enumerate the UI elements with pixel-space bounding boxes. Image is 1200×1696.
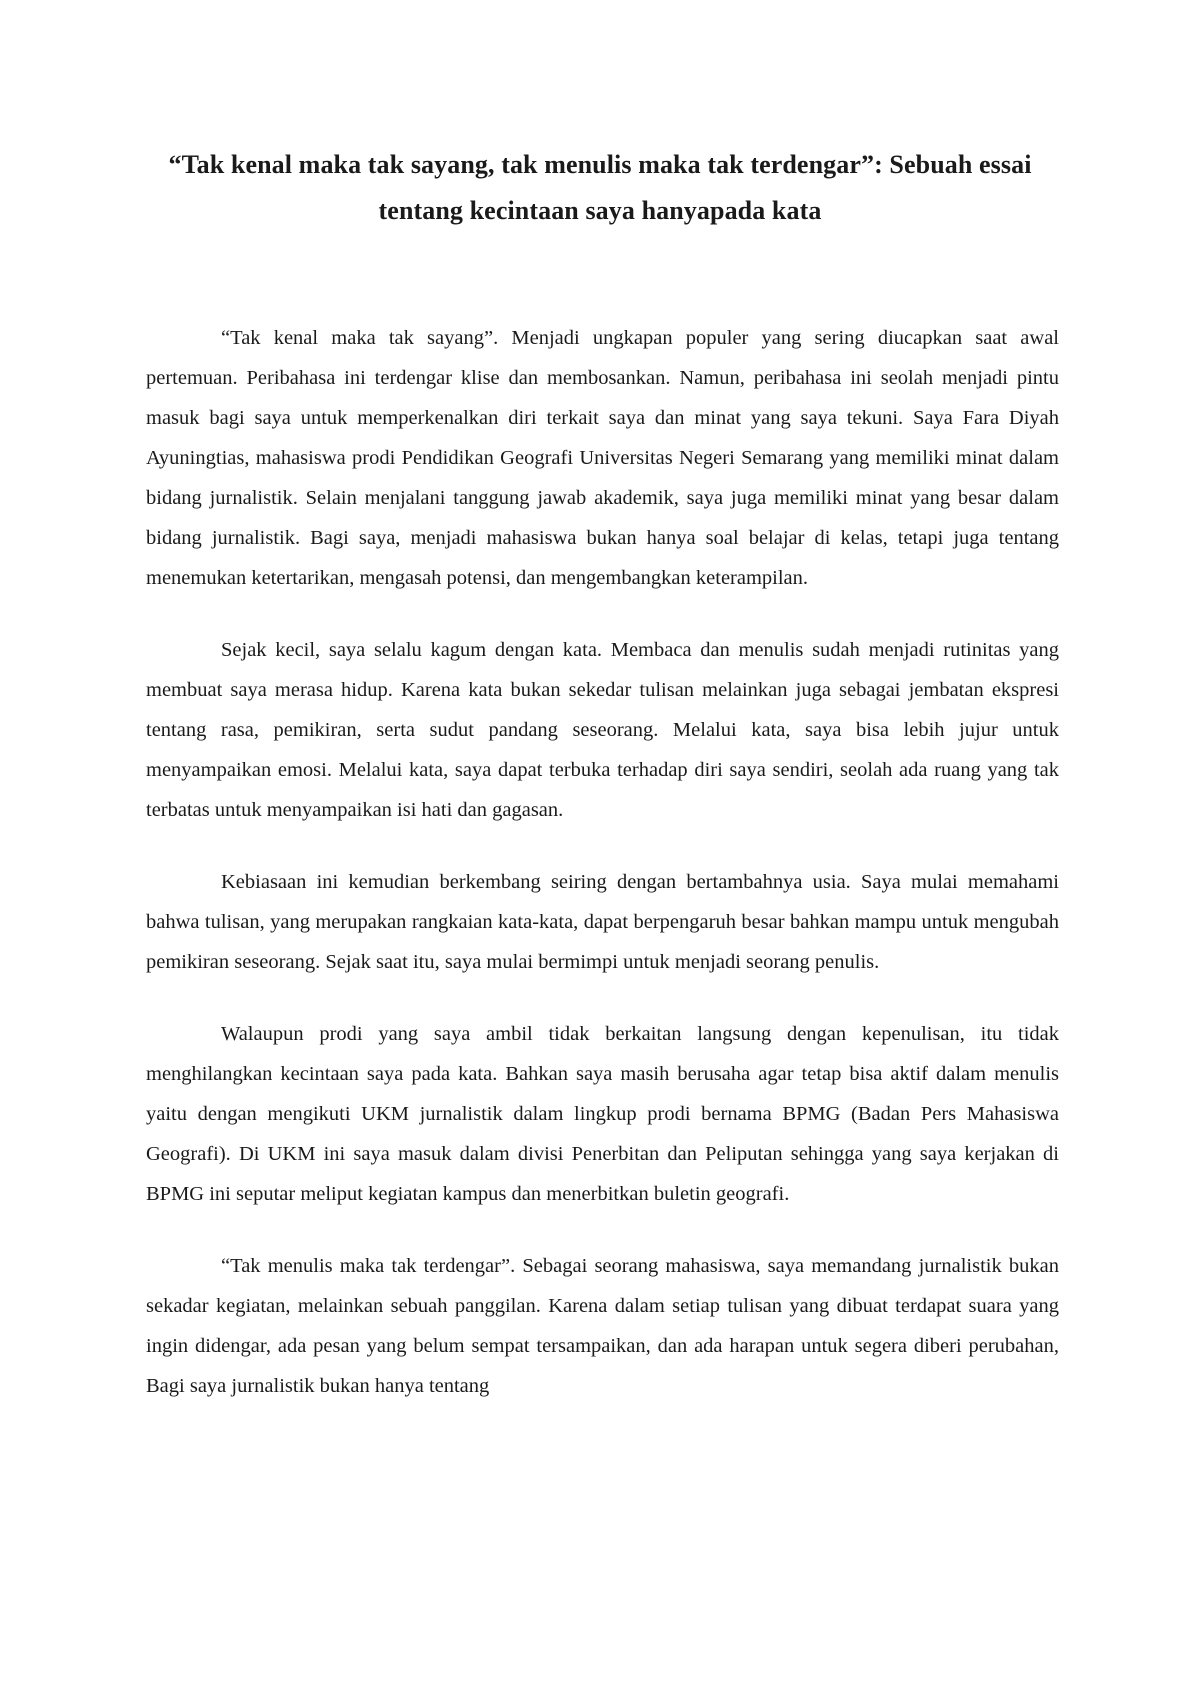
essay-body — [146, 318, 1059, 1438]
essay-title: “Tak kenal maka tak sayang, tak menulis maka tak terdengar”: Sebuah essai tentang kecintaan saya hanyapada kata — [168, 150, 1032, 225]
paragraph-journalism: “Tak menulis maka tak terdengar”. Sebagai seorang mahasiswa, saya memandang jurnalistik bukan sekadar kegiatan, melainkan sebuah panggilan. Karena dalam setiap tulisan yang dibuat terdapat suara yang ingin didengar, ada pesan yang belum sempat tersampaikan, dan ada harapan untuk segera diberi perubahan, Bagi saya jurnalistik bukan hanya tentang — [146, 1255, 1059, 1397]
paragraph-intro: “Tak kenal maka tak sayang”. Menjadi ungkapan populer yang sering diucapkan saat awal pertemuan. Peribahasa ini terdengar klise dan membosankan. Namun, peribahasa ini seolah menjadi pintu masuk bagi saya untuk memperkenalkan diri terkait saya dan minat yang saya tekuni. Saya Fara Diyah Ayuningtias, mahasiswa prodi Pendidikan Geografi Universitas Negeri Semarang yang memiliki minat dalam bidang jurnalistik. Selain menjalani tanggung jawab akademik, saya juga memiliki minat yang besar dalam bidang jurnalistik. Bagi saya, menjadi mahasiswa bukan hanya soal belajar di kelas, tetapi juga tentang menemukan ketertarikan, mengasah potensi, dan mengembangkan keterampilan. — [146, 327, 1059, 589]
paragraph-childhood: Sejak kecil, saya selalu kagum dengan kata. Membaca dan menulis sudah menjadi rutinitas yang membuat saya merasa hidup. Karena kata bukan sekedar tulisan melainkan juga sebagai jembatan ekspresi tentang rasa, pemikiran, serta sudut pandang seseorang. Melalui kata, saya bisa lebih jujur untuk menyampaikan emosi. Melalui kata, saya dapat terbuka terhadap diri saya sendiri, seolah ada ruang yang tak terbatas untuk menyampaikan isi hati dan gagasan. — [146, 639, 1059, 821]
paragraph-habit: Kebiasaan ini kemudian berkembang seiring dengan bertambahnya usia. Saya mulai memahami bahwa tulisan, yang merupakan rangkaian kata-kata, dapat berpengaruh besar bahkan mampu untuk mengubah pemikiran seseorang. Sejak saat itu, saya mulai bermimpi untuk menjadi seorang penulis. — [146, 871, 1059, 973]
paragraph-ukm: Walaupun prodi yang saya ambil tidak berkaitan langsung dengan kepenulisan, itu tidak menghilangkan kecintaan saya pada kata. Bahkan saya masih berusaha agar tetap bisa aktif dalam menulis yaitu dengan mengikuti UKM jurnalistik dalam lingkup prodi bernama BPMG (Badan Pers Mahasiswa Geografi). Di UKM ini saya masuk dalam divisi Penerbitan dan Peliputan sehingga yang saya kerjakan di BPMG ini seputar meliput kegiatan kampus dan menerbitkan buletin geografi. — [146, 1023, 1059, 1205]
